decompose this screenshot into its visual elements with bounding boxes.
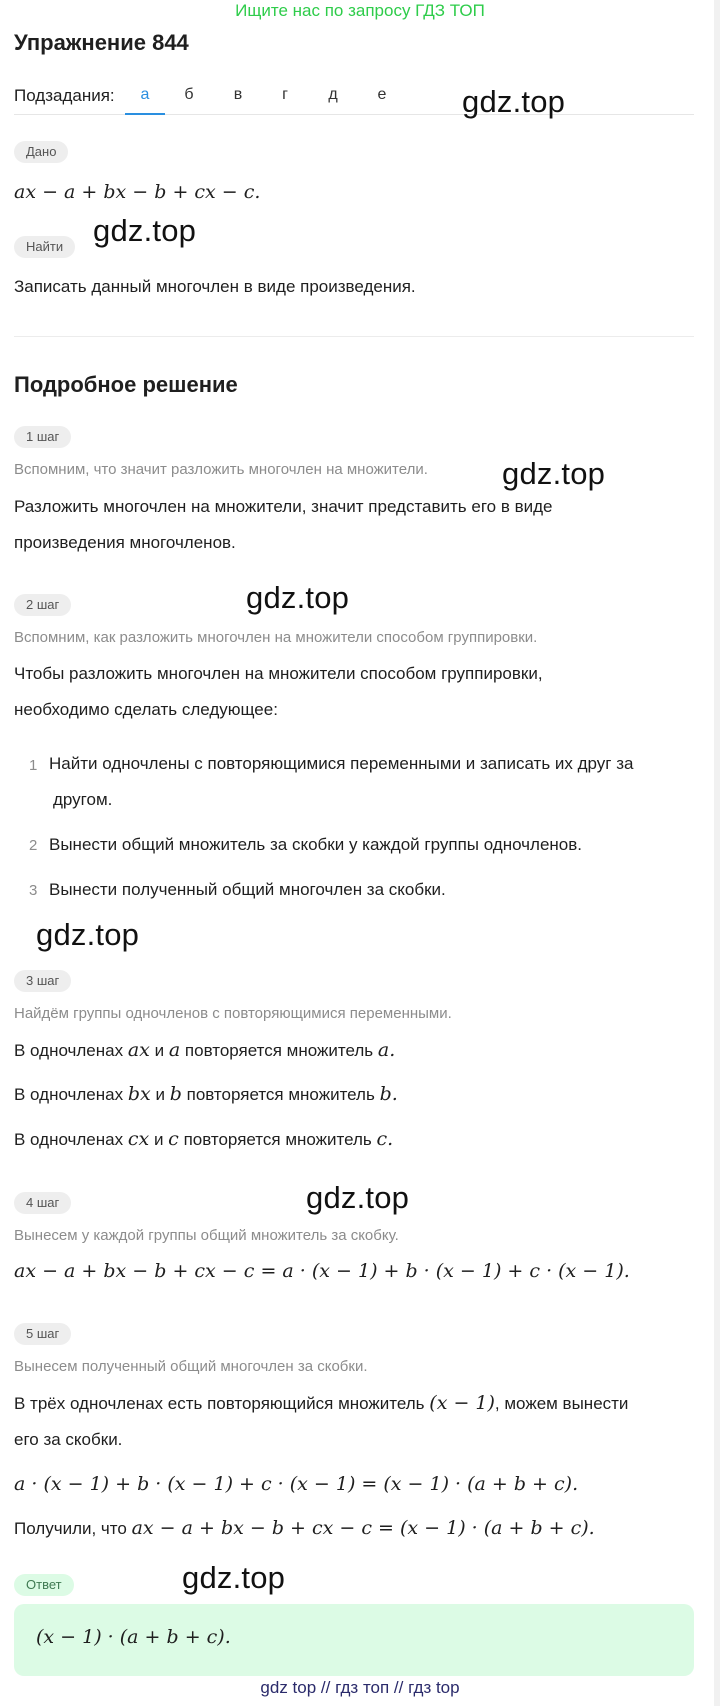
watermark: gdz.top (306, 1180, 410, 1215)
find-badge: Найти (14, 236, 75, 258)
step5-line1: В трёх одночленах есть повторяющийся множитель (x − 1), можем вынести (14, 1392, 629, 1414)
step5-hint: Вынесем полученный общий многочлен за скобки. (14, 1358, 368, 1375)
step2-line1: Чтобы разложить многочлен на множители способом группировки, (14, 664, 543, 683)
step2-hint: Вспомним, как разложить многочлен на множители способом группировки. (14, 629, 538, 646)
list-item-1-cont: другом. (53, 790, 113, 809)
step4-hint: Вынесем у каждой группы общий множитель за скобку. (14, 1227, 399, 1244)
page-title: Упражнение 844 (14, 30, 189, 55)
watermark: gdz.top (182, 1560, 286, 1595)
tab-v[interactable]: в (233, 86, 243, 103)
footer-links[interactable]: gdz top // гдз топ // гдз top (260, 1678, 460, 1697)
solution-title: Подробное решение (14, 372, 238, 397)
answer-box (14, 1604, 694, 1676)
find-text: Записать данный многочлен в виде произведения. (14, 277, 416, 296)
list-number: 1 (29, 757, 38, 774)
watermark: gdz.top (246, 580, 350, 615)
divider (14, 336, 694, 337)
watermark: gdz.top (36, 917, 140, 952)
step3-badge: 3 шаг (14, 970, 71, 992)
step4-expression: ax − a + bx − b + cx − c = a · (x − 1) + b · (x − 1) + c · (x − 1). (14, 1260, 630, 1282)
tab-a[interactable]: а (125, 86, 165, 104)
step5-badge: 5 шаг (14, 1323, 71, 1345)
list-number: 2 (29, 837, 38, 854)
step1-badge: 1 шаг (14, 426, 71, 448)
tab-e[interactable]: е (377, 86, 387, 103)
list-item-3: Вынести полученный общий многочлен за скобки. (49, 880, 446, 899)
subtasks-label: Подзадания: (14, 86, 115, 105)
step3-row-c: В одночленах cx и c повторяется множитель c. (14, 1128, 394, 1150)
tab-g[interactable]: г (282, 86, 288, 103)
subtask-tabs (14, 82, 694, 115)
given-expression: ax − a + bx − b + cx − c. (14, 181, 261, 203)
step1-hint: Вспомним, что значит разложить многочлен на множители. (14, 461, 428, 478)
step4-badge: 4 шаг (14, 1192, 71, 1214)
step2-line2: необходимо сделать следующее: (14, 700, 278, 719)
step2-badge: 2 шаг (14, 594, 71, 616)
watermark: gdz.top (462, 84, 566, 119)
answer-expression: (x − 1) · (a + b + c). (36, 1626, 231, 1648)
list-number: 3 (29, 882, 38, 899)
scroll-rail (714, 0, 720, 1706)
step5-result: Получили, что ax − a + bx − b + cx − c = (x − 1) · (a + b + c). (14, 1517, 595, 1539)
step3-row-a: В одночленах ax и a повторяется множитель a. (14, 1039, 396, 1061)
step1-line2: произведения многочленов. (14, 533, 236, 552)
list-item-2: Вынести общий множитель за скобки у каждой группы одночленов. (49, 835, 583, 854)
step5-line2: его за скобки. (14, 1430, 123, 1449)
step3-hint: Найдём группы одночленов с повторяющимися переменными. (14, 1005, 452, 1022)
watermark: gdz.top (502, 456, 606, 491)
step3-row-b: В одночленах bx и b повторяется множитель b. (14, 1083, 398, 1105)
watermark: gdz.top (93, 213, 197, 248)
answer-badge: Ответ (14, 1574, 74, 1596)
list-item-1: Найти одночлены с повторяющимися переменными и записать их друг за (49, 754, 634, 773)
given-badge: Дано (14, 141, 68, 163)
tab-b[interactable]: б (184, 86, 194, 103)
step5-expression: a · (x − 1) + b · (x − 1) + c · (x − 1) = (x − 1) · (a + b + c). (14, 1473, 579, 1495)
top-banner[interactable]: Ищите нас по запросу ГДЗ ТОП (235, 1, 485, 20)
tab-d[interactable]: д (328, 86, 338, 103)
step1-line1: Разложить многочлен на множители, значит представить его в виде (14, 497, 553, 516)
